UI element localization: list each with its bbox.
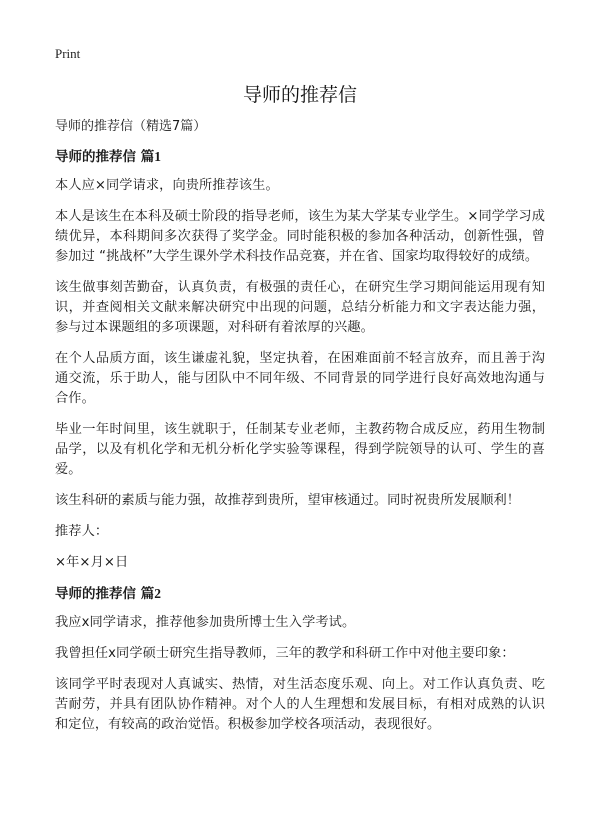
paragraph: 该同学平时表现对人真诚实、热情，对生活态度乐观、向上。对工作认真负责、吃苦耐劳，并具有团队协作精神。对个人的人生理想和发展目标，有相对成熟的认识和定位，有较高的政治觉悟。积极参加学校各项活动，表现很好。 [55, 677, 545, 732]
paragraph: 在个人品质方面，该生谦虚礼貌，坚定执着，在困难面前不轻言放弃，而且善于沟通交流，乐于助人，能与团队中不同年级、不同背景的同学进行良好高效地沟通与合作。 [55, 351, 545, 406]
paragraph: 该生科研的素质与能力强，故推荐到贵所，望审核通过。同时祝贵所发展顺利！ [55, 493, 521, 508]
section-number: 篇1 [140, 149, 161, 164]
page-title: 导师的推荐信 [242, 84, 357, 106]
section-heading-text: 导师的推荐信 [55, 149, 136, 165]
paragraph: 毕业一年时间里，该生就职于，任制某专业老师，主教药物合成反应，药用生物制品学，以及有机化学和无机分析化学实验等课程，得到学院领导的认可、学生的喜爱。 [55, 422, 545, 477]
paragraph: 本人是该生在本科及硕士阶段的指导老师，该生为某大学某专业学生。×同学学习成绩优异，本科期间多次获得了奖学金。同时能积极的参加各种活动，创新性强，曾参加过 “挑战杯”大学生课外学术科技作品竞赛，并在省、国家均取得较好的成绩。 [55, 209, 545, 264]
paragraph: 本人应×同学请求，向贵所推荐该生。 [55, 178, 279, 193]
letter-body [55, 117, 545, 746]
paragraph: 我曾担任x同学硕士研究生指导教师，三年的教学和科研工作中对他主要印象： [55, 646, 515, 661]
subtitle: 导师的推荐信（精选7篇） [55, 119, 207, 134]
section-heading-2 [55, 584, 545, 604]
paragraph: 我应x同学请求，推荐他参加贵所博士生入学考试。 [55, 615, 356, 630]
section-number: 篇2 [140, 586, 161, 601]
paragraph: 该生做事刻苦勤奋，认真负责，有极强的责任心，在研究生学习期间能运用现有知识，并查阅相关文献来解决研究中出现的问题，总结分析能力和文字表达能力强，参与过本课题组的多项课题，对科研有着浓厚的兴趣。 [55, 280, 545, 335]
section-heading-text: 导师的推荐信 [55, 586, 136, 602]
signature-label: 推荐人： [55, 524, 109, 539]
print-link[interactable]: Print [55, 46, 81, 61]
date-line: ×年×月×日 [55, 555, 129, 570]
section-heading-1 [55, 147, 545, 167]
